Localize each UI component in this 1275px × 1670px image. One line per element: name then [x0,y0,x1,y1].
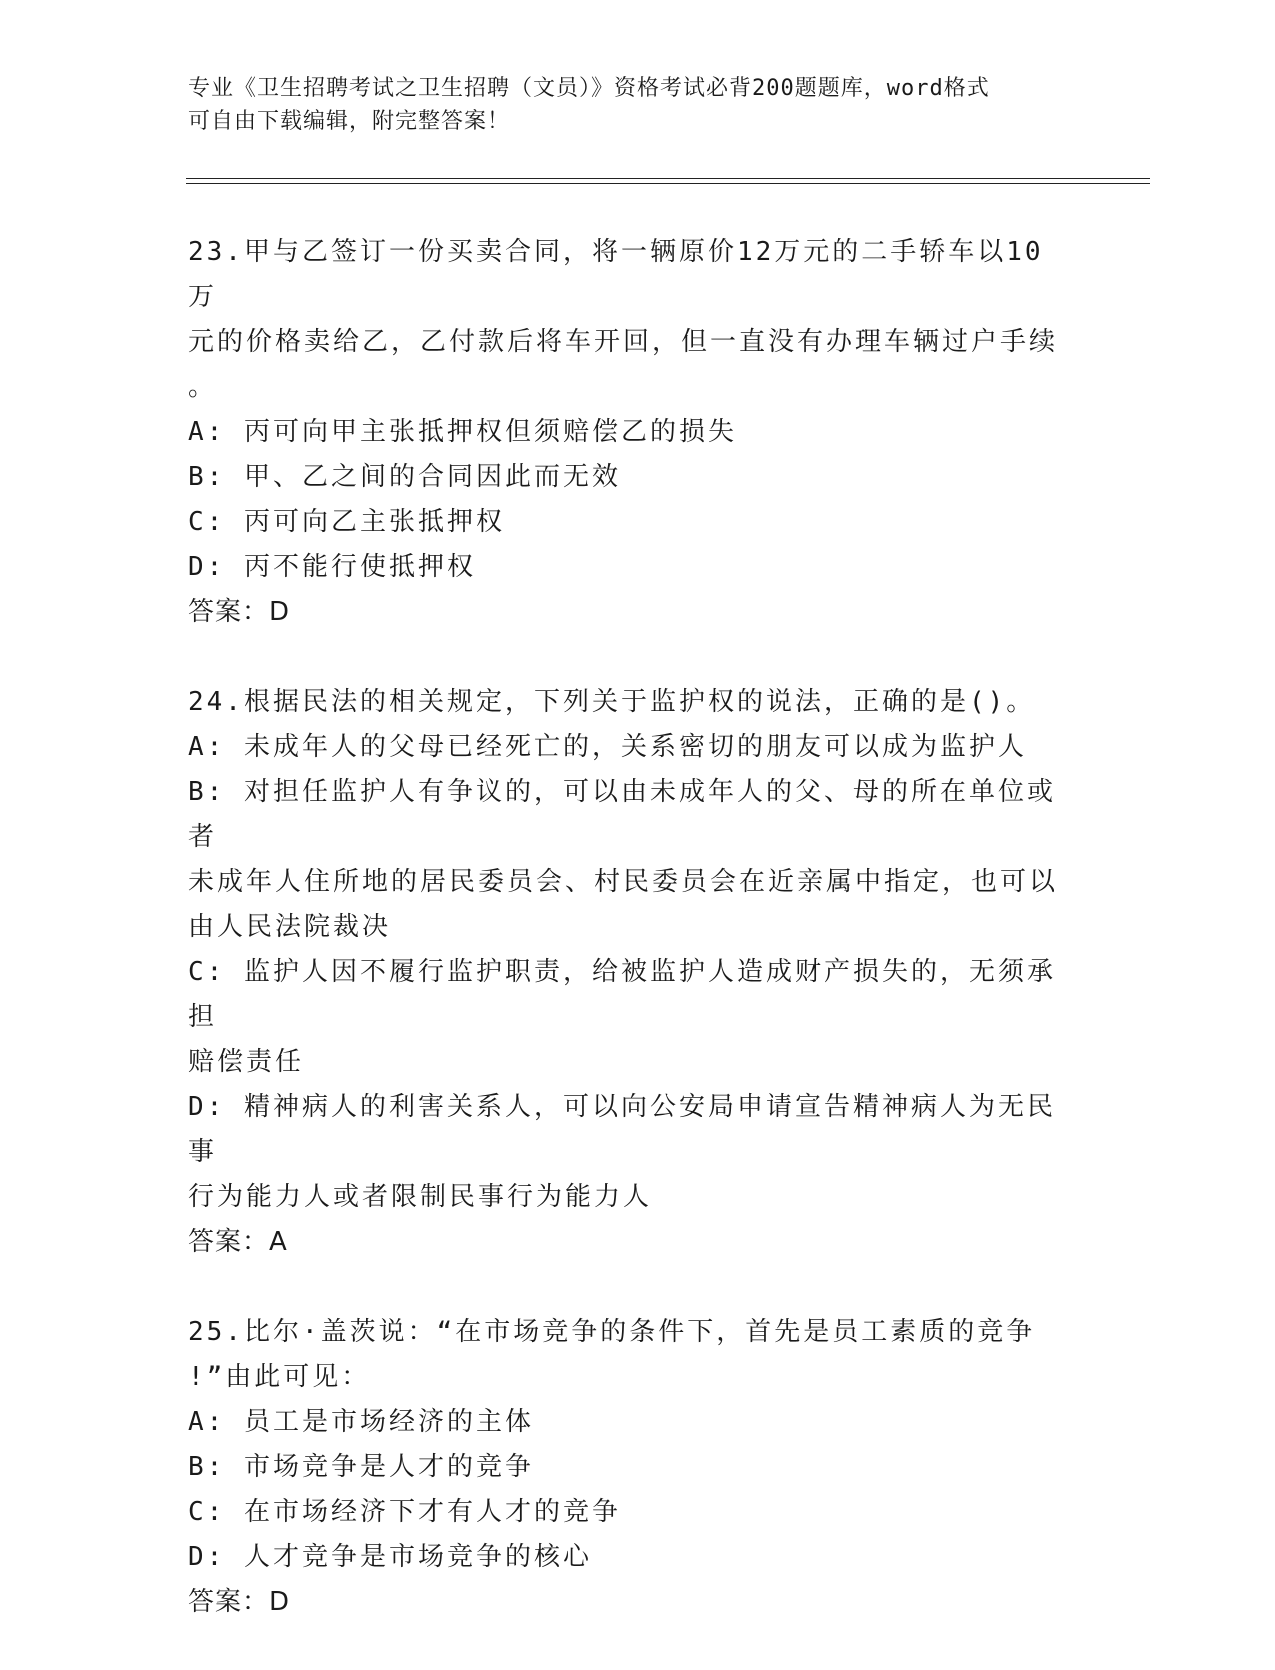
option-d: D: 人才竞争是市场竞争的核心 [188,1542,592,1572]
header-line-1: 专业《卫生招聘考试之卫生招聘（文员）》资格考试必背200题题库，word格式 [188,76,990,101]
option-a: A: 丙可向甲主张抵押权但须赔偿乙的损失 [188,417,737,447]
header-rule-bottom [186,183,1150,184]
option-d-continued: 行为能力人或者限制民事行为能力人 [188,1182,653,1212]
question-24 [188,680,1068,1265]
header-rule-top [186,178,1150,179]
question-list [188,230,1068,1670]
question-stem-line: 23.甲与乙签订一份买卖合同，将一辆原价12万元的二手轿车以10万 [188,237,1044,312]
answer-label: 答案：A [188,1227,288,1257]
question-stem-line: !”由此可见： [188,1362,371,1392]
option-c: C: 丙可向乙主张抵押权 [188,507,505,537]
question-stem-line: 。 [188,372,218,402]
option-c: C: 监护人因不履行监护职责，给被监护人造成财产损失的，无须承担 [188,957,1056,1032]
option-b-continued: 未成年人住所地的居民委员会、村民委员会在近亲属中指定，也可以 [188,867,1059,897]
question-stem-line: 24.根据民法的相关规定，下列关于监护权的说法，正确的是()。 [188,687,1036,717]
answer-label: 答案：D [188,597,291,627]
answer-label: 答案：D [188,1587,291,1617]
question-23 [188,230,1068,635]
option-d: D: 丙不能行使抵押权 [188,552,476,582]
option-a: A: 未成年人的父母已经死亡的，关系密切的朋友可以成为监护人 [188,732,1027,762]
header-line-2: 可自由下载编辑，附完整答案！ [188,109,511,134]
question-25 [188,1310,1068,1625]
option-d: D: 精神病人的利害关系人，可以向公安局申请宣告精神病人为无民事 [188,1092,1056,1167]
option-a: A: 员工是市场经济的主体 [188,1407,534,1437]
option-c-continued: 赔偿责任 [188,1047,305,1077]
document-header [188,72,1068,138]
question-stem-line: 元的价格卖给乙，乙付款后将车开回，但一直没有办理车辆过户手续 [188,327,1059,357]
option-c: C: 在市场经济下才有人才的竞争 [188,1497,621,1527]
question-stem-line: 25.比尔·盖茨说：“在市场竞争的条件下，首先是员工素质的竞争 [188,1317,1036,1347]
option-b: B: 甲、乙之间的合同因此而无效 [188,462,621,492]
option-b-continued: 由人民法院裁决 [188,912,392,942]
option-b: B: 对担任监护人有争议的，可以由未成年人的父、母的所在单位或者 [188,777,1056,852]
option-b: B: 市场竞争是人才的竞争 [188,1452,534,1482]
